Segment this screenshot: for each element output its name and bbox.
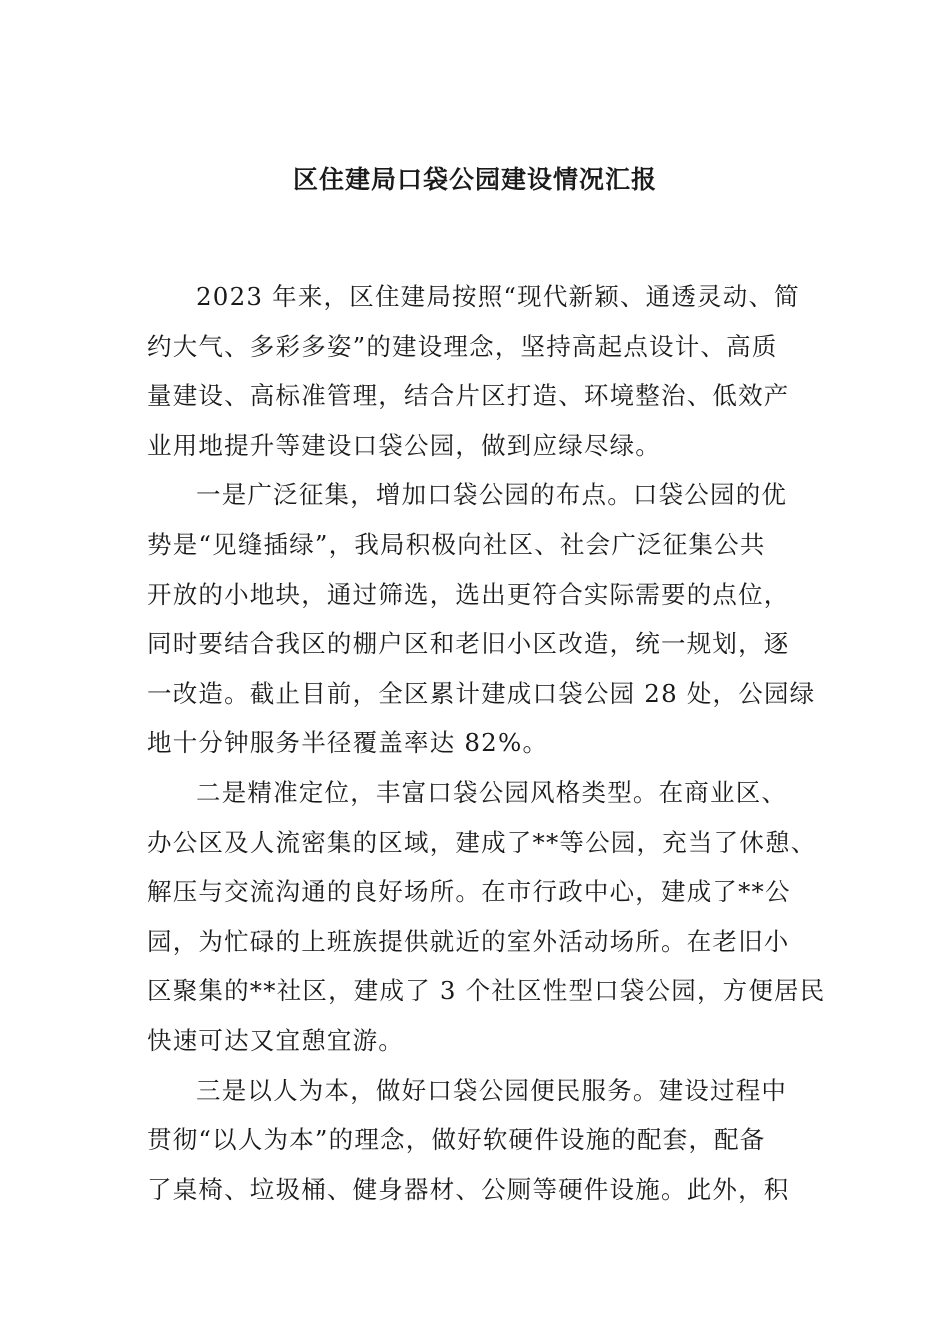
body-line: 三是以人为本，做好口袋公园便民服务。建设过程中 bbox=[196, 1075, 788, 1105]
body-line: 办公区及人流密集的区域，建成了**等公园，充当了休憩、 bbox=[147, 827, 817, 857]
body-line: 快速可达又宜憩宜游。 bbox=[147, 1025, 404, 1055]
body-line: 地十分钟服务半径覆盖率达 82%。 bbox=[147, 728, 549, 758]
body-line: 2023 年来，区住建局按照“现代新颖、通透灵动、简 bbox=[196, 282, 800, 311]
document-body bbox=[147, 272, 826, 1214]
body-line: 了桌椅、垃圾桶、健身器材、公厕等硬件设施。此外，积 bbox=[147, 1174, 790, 1204]
body-line: 解压与交流沟通的良好场所。在市行政中心，建成了**公 bbox=[147, 877, 791, 907]
body-line: 同时要结合我区的棚户区和老旧小区改造，统一规划，逐 bbox=[147, 629, 790, 659]
body-line: 园，为忙碌的上班族提供就近的室外活动场所。在老旧小 bbox=[147, 926, 790, 956]
body-line: 势是“见缝插绿”，我局积极向社区、社会广泛征集公共 bbox=[147, 529, 766, 559]
body-line: 区聚集的**社区，建成了 3 个社区性型口袋公园，方便居民 bbox=[147, 976, 826, 1006]
body-line: 业用地提升等建设口袋公园，做到应绿尽绿。 bbox=[147, 430, 661, 460]
body-line: 开放的小地块，通过筛选，选出更符合实际需要的点位， bbox=[147, 579, 790, 609]
body-line: 一改造。截止目前，全区累计建成口袋公园 28 处，公园绿 bbox=[147, 678, 816, 708]
document-title: 区住建局口袋公园建设情况汇报 bbox=[292, 165, 657, 194]
body-line: 二是精准定位，丰富口袋公园风格类型。在商业区、 bbox=[196, 777, 788, 807]
body-line: 一是广泛征集，增加口袋公园的布点。口袋公园的优 bbox=[196, 480, 788, 510]
body-line: 贯彻“以人为本”的理念，做好软硬件设施的配套，配备 bbox=[147, 1125, 766, 1155]
body-line: 约大气、多彩多姿”的建设理念，坚持高起点设计、高质 bbox=[147, 331, 778, 361]
body-line: 量建设、高标准管理，结合片区打造、环境整治、低效产 bbox=[147, 381, 790, 411]
